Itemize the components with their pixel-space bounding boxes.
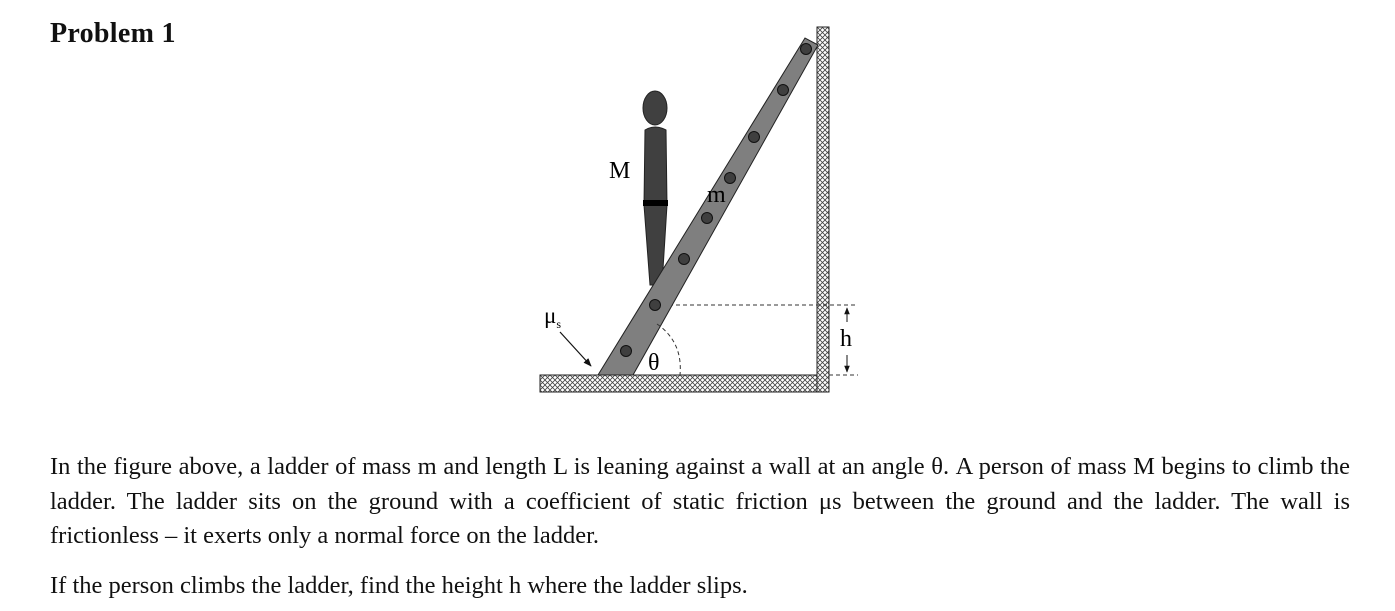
- ground: [540, 375, 829, 392]
- person-belt: [643, 200, 668, 206]
- person-mass-label: M: [609, 158, 631, 184]
- person-figure: [643, 91, 668, 285]
- ladder-rung: [621, 346, 632, 357]
- ladder-rung: [778, 85, 789, 96]
- problem-title: Problem 1: [50, 18, 176, 49]
- ladder-rung: [749, 132, 760, 143]
- problem-question: If the person climbs the ladder, find the height h where the ladder slips.: [50, 572, 748, 599]
- ladder-rung: [801, 44, 812, 55]
- height-label: h: [840, 326, 852, 352]
- ladder-rung: [650, 300, 661, 311]
- mu-subscript: s: [556, 317, 562, 331]
- mu-symbol: μ: [544, 303, 557, 328]
- angle-arc: [657, 324, 680, 375]
- person-head: [643, 91, 667, 125]
- friction-arrow: [560, 332, 591, 366]
- wall: [817, 27, 829, 392]
- ladder-rung: [679, 254, 690, 265]
- ladder-mass-label: m: [707, 182, 726, 208]
- ladder-rung: [725, 173, 736, 184]
- friction-coefficient-label: [544, 303, 561, 331]
- angle-label: θ: [648, 350, 660, 376]
- problem-description: In the figure above, a ladder of mass m and length L is leaning against a wall at an angle θ. A person of mass M begins to climb the ladder. The ladder sits on the ground with a coefficient of static friction μs between the ground and the ladder. The wall is frictionless – it exerts only a normal force on the ladder.: [50, 453, 1350, 549]
- ladder-rung: [702, 213, 713, 224]
